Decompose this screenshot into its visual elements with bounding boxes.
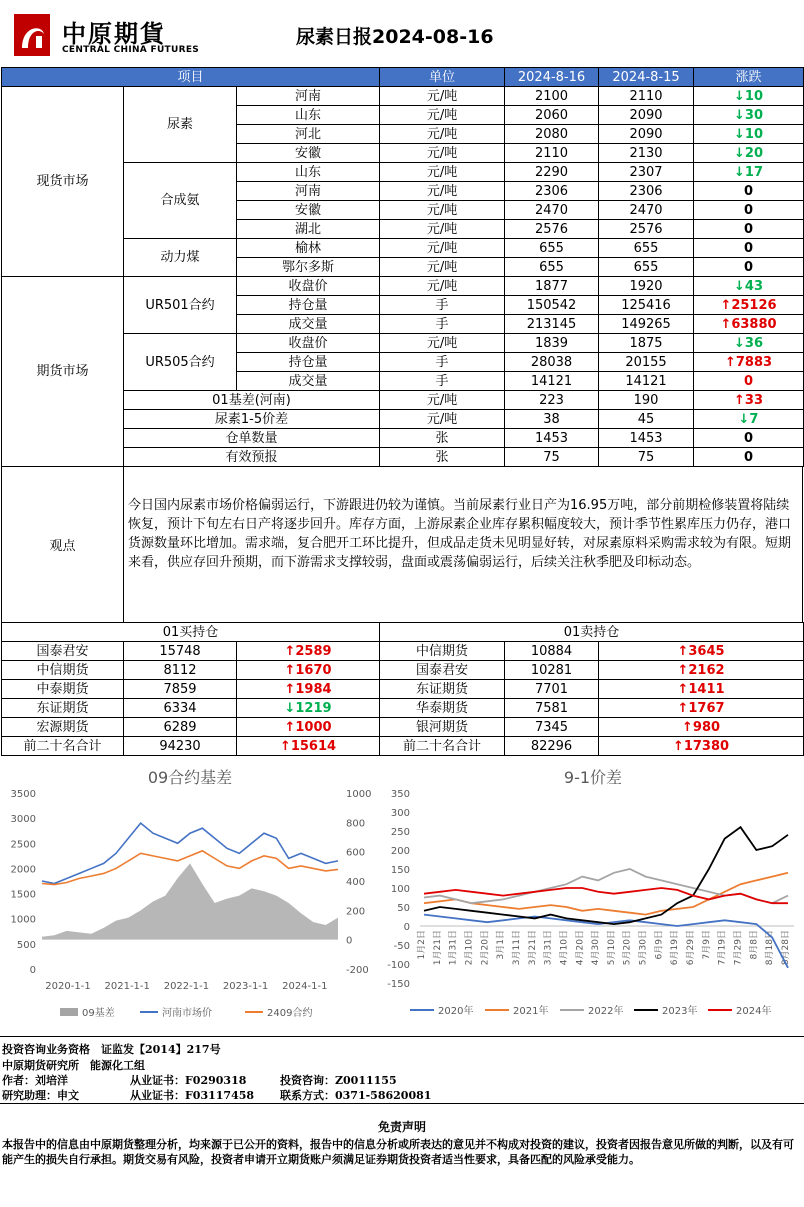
x-tick-label: 7月19日	[717, 930, 728, 966]
x-tick-label: 2020-1-1	[45, 981, 91, 992]
sell-value: 10884	[505, 642, 599, 661]
today-cell: 1453	[505, 429, 599, 448]
y-tick-label: 100	[390, 884, 410, 895]
buy-broker: 中泰期货	[2, 680, 124, 699]
unit-cell: 手	[380, 372, 505, 391]
today-cell: 655	[505, 258, 599, 277]
today-cell: 213145	[505, 315, 599, 334]
region-cell: 鄂尔多斯	[237, 258, 380, 277]
sell-change: ↑1411	[599, 680, 804, 699]
header-unit: 单位	[380, 68, 505, 87]
sell-broker: 中信期货	[380, 642, 505, 661]
cert1-text: 从业证书：F0290318	[130, 1074, 247, 1087]
x-tick-label: 3月21日	[527, 930, 538, 966]
region-cell: 安徽	[237, 201, 380, 220]
prev-cell: 190	[599, 391, 694, 410]
change-cell: 0	[694, 372, 804, 391]
disclaimer-text: 本报告中的信息由中原期货整理分析，均来源于已公开的资料，报告中的信息分析或所表达的意见并不构成对投资的建议，投资者因报告意见所做的判断，以及有可能产生的损失自行承担。期货交易有风险，投资者申请开立期货账户须满足证券期货投资者适当性要求，具备匹配的风险承受能力。	[2, 1138, 794, 1166]
y-left-tick-label: 3500	[10, 789, 36, 800]
unit-cell: 手	[380, 315, 505, 334]
y-right-tick-label: 400	[346, 877, 366, 888]
spread-chart-title: 9-1价差	[563, 768, 623, 787]
y-left-tick-label: 2500	[10, 839, 36, 851]
prev-cell: 45	[599, 410, 694, 429]
today-cell: 2060	[505, 106, 599, 125]
prev-cell: 1920	[599, 277, 694, 296]
unit-cell: 元/吨	[380, 182, 505, 201]
change-cell: ↑7883	[694, 353, 804, 372]
unit-cell: 元/吨	[380, 410, 505, 429]
buy-broker: 国泰君安	[2, 642, 124, 661]
position-table	[1, 622, 804, 756]
change-cell: ↑63880	[694, 315, 804, 334]
unit-cell: 元/吨	[380, 334, 505, 353]
spread-chart-svg	[382, 757, 804, 1029]
y-tick-label: 50	[397, 903, 410, 914]
region-cell: 山东	[237, 106, 380, 125]
x-tick-label: 5月30日	[638, 930, 649, 966]
brand-name-en: CENTRAL CHINA FUTURES	[62, 45, 200, 55]
region-cell: 河北	[237, 125, 380, 144]
header-today: 2024-8-16	[505, 68, 599, 87]
buy-value: 94230	[124, 737, 237, 756]
buy-change: ↓1219	[237, 699, 380, 718]
today-cell: 75	[505, 448, 599, 467]
prev-cell: 2090	[599, 125, 694, 144]
assistant-text: 研究助理：申文	[2, 1089, 79, 1102]
prev-cell: 2090	[599, 106, 694, 125]
buy-value: 15748	[124, 642, 237, 661]
author-info	[0, 1036, 804, 1104]
x-tick-label: 7月9日	[701, 930, 712, 960]
buy-broker: 宏源期货	[2, 718, 124, 737]
prev-cell: 2306	[599, 182, 694, 201]
prev-cell: 1875	[599, 334, 694, 353]
basis-chart-title: 09合约基差	[147, 768, 233, 787]
y-right-tick-label: 200	[346, 906, 366, 918]
today-cell: 38	[505, 410, 599, 429]
unit-cell: 手	[380, 353, 505, 372]
item-cell: 仓单数量	[124, 429, 380, 448]
prev-cell: 655	[599, 258, 694, 277]
table-row	[2, 277, 804, 296]
sell-change: ↑3645	[599, 642, 804, 661]
prev-cell: 2470	[599, 201, 694, 220]
item-cell: 成交量	[237, 372, 380, 391]
y-left-tick-label: 1000	[10, 914, 36, 926]
region-cell: 山东	[237, 163, 380, 182]
y-left-tick-label: 0	[29, 965, 36, 976]
change-cell: ↓43	[694, 277, 804, 296]
legend-label: 2024年	[736, 1006, 772, 1017]
x-tick-label: 4月20日	[575, 930, 586, 966]
y-left-tick-label: 3000	[10, 814, 36, 826]
header-prev: 2024-8-15	[599, 68, 694, 87]
change-cell: 0	[694, 220, 804, 239]
change-cell: 0	[694, 448, 804, 467]
unit-cell: 元/吨	[380, 239, 505, 258]
x-tick-label: 2024-1-1	[282, 981, 328, 992]
position-row	[2, 737, 804, 756]
item-cell: 收盘价	[237, 277, 380, 296]
region-cell: 安徽	[237, 144, 380, 163]
unit-cell: 元/吨	[380, 144, 505, 163]
x-tick-label: 1月2日	[417, 930, 427, 960]
y-left-tick-label: 2000	[10, 864, 36, 876]
spot-market-label: 现货市场	[2, 87, 124, 277]
unit-cell: 元/吨	[380, 277, 505, 296]
prev-cell: 14121	[599, 372, 694, 391]
region-cell: 榆林	[237, 239, 380, 258]
y-tick-label: 0	[403, 922, 410, 933]
y-right-tick-label: 1000	[346, 789, 372, 800]
change-cell: ↓36	[694, 334, 804, 353]
x-tick-label: 1月31日	[448, 930, 459, 966]
change-cell: ↓10	[694, 87, 804, 106]
buy-change: ↑1670	[237, 661, 380, 680]
price-table	[1, 67, 804, 467]
today-cell: 2100	[505, 87, 599, 106]
x-tick-label: 4月10日	[559, 930, 570, 966]
buy-value: 6334	[124, 699, 237, 718]
today-cell: 2306	[505, 182, 599, 201]
change-cell: ↓30	[694, 106, 804, 125]
y-tick-label: 250	[390, 827, 410, 838]
author-text: 作者：刘培洋	[2, 1074, 68, 1087]
prev-cell: 2110	[599, 87, 694, 106]
position-row	[2, 642, 804, 661]
buy-change: ↑2589	[237, 642, 380, 661]
item-cell: 持仓量	[237, 296, 380, 315]
x-tick-label: 4月30日	[591, 930, 602, 966]
today-cell: 2080	[505, 125, 599, 144]
report-header	[0, 0, 804, 67]
today-cell: 2576	[505, 220, 599, 239]
change-cell: 0	[694, 429, 804, 448]
header-item: 项目	[2, 68, 380, 87]
y-right-tick-label: 600	[346, 847, 366, 859]
prev-cell: 75	[599, 448, 694, 467]
unit-cell: 元/吨	[380, 201, 505, 220]
unit-cell: 元/吨	[380, 106, 505, 125]
unit-cell: 元/吨	[380, 220, 505, 239]
prev-cell: 125416	[599, 296, 694, 315]
item-cell: 收盘价	[237, 334, 380, 353]
region-cell: 河南	[237, 182, 380, 201]
prev-cell: 2307	[599, 163, 694, 182]
sell-value: 10281	[505, 661, 599, 680]
contract-label: UR501合约	[124, 277, 237, 334]
table-header-row	[2, 68, 804, 87]
region-cell: 河南	[237, 87, 380, 106]
futures-market-label: 期货市场	[2, 277, 124, 467]
change-cell: ↑33	[694, 391, 804, 410]
position-row	[2, 661, 804, 680]
sell-value: 7701	[505, 680, 599, 699]
legend-label: 2021年	[513, 1006, 549, 1017]
y-tick-label: 200	[390, 846, 410, 857]
legend-label: 2409合约	[267, 1008, 313, 1019]
sell-change: ↑17380	[599, 737, 804, 756]
header-change: 涨跌	[694, 68, 804, 87]
x-tick-label: 2021-1-1	[104, 981, 150, 992]
product-label: 合成氨	[124, 163, 237, 239]
view-label: 观点	[2, 466, 124, 622]
unit-cell: 元/吨	[380, 87, 505, 106]
position-row	[2, 718, 804, 737]
buy-value: 7859	[124, 680, 237, 699]
x-tick-label: 2022-1-1	[163, 981, 210, 992]
today-cell: 150542	[505, 296, 599, 315]
x-tick-label: 7月29日	[733, 930, 744, 966]
buy-change: ↑1984	[237, 680, 380, 699]
unit-cell: 手	[380, 296, 505, 315]
item-cell: 01基差(河南)	[124, 391, 380, 410]
change-cell: ↓17	[694, 163, 804, 182]
x-tick-label: 5月20日	[622, 930, 633, 966]
license-text: 投资咨询业务资格 证监发【2014】217号	[2, 1043, 221, 1056]
position-row	[2, 699, 804, 718]
prev-cell: 1453	[599, 429, 694, 448]
today-cell: 1877	[505, 277, 599, 296]
today-cell: 2470	[505, 201, 599, 220]
prev-cell: 2576	[599, 220, 694, 239]
product-label: 尿素	[124, 87, 237, 163]
x-tick-label: 8月8日	[749, 930, 760, 960]
today-cell: 1839	[505, 334, 599, 353]
x-tick-label: 8月28日	[781, 930, 791, 966]
legend-label: 河南市场价	[162, 1008, 212, 1019]
buy-broker: 东证期货	[2, 699, 124, 718]
x-tick-label: 2月20日	[480, 930, 491, 966]
sell-broker: 华泰期货	[380, 699, 505, 718]
buy-broker: 前二十名合计	[2, 737, 124, 756]
sell-change: ↑980	[599, 718, 804, 737]
cert2-text: 从业证书：F03117458	[130, 1089, 255, 1102]
y-right-tick-label: 800	[346, 818, 366, 830]
unit-cell: 元/吨	[380, 125, 505, 144]
position-row	[2, 680, 804, 699]
view-text: 今日国内尿素市场价格偏弱运行，下游跟进仍较为谨慎。当前尿素行业日产为16.95万吨，部分前期检修装置将陆续恢复，预计下旬左右日产将逐步回升。库存方面，上游尿素企业库存累积幅度较大，预计季节性累库压力仍存，港口货源数量环比增加。需求端，复合肥开工环比提升，但成品走货未见明显好转，对尿素原料采购需求较为有限。短期来看，供应存回升预期，而下游需求支撑较弱，盘面或震荡偏弱运行，后续关注秋季肥及印标动态。	[128, 498, 792, 570]
y-tick-label: -50	[393, 941, 410, 952]
basis-chart-svg	[0, 757, 380, 1029]
prev-cell: 655	[599, 239, 694, 258]
buy-value: 6289	[124, 718, 237, 737]
x-tick-label: 3月11日	[511, 930, 522, 966]
unit-cell: 元/吨	[380, 391, 505, 410]
today-cell: 655	[505, 239, 599, 258]
change-cell: 0	[694, 258, 804, 277]
position-header-row	[2, 623, 804, 642]
unit-cell: 元/吨	[380, 258, 505, 277]
x-tick-label: 8月18日	[765, 930, 776, 966]
legend-swatch	[60, 1008, 78, 1016]
y-tick-label: -100	[387, 960, 410, 971]
buy-change: ↑1000	[237, 718, 380, 737]
change-cell: ↓20	[694, 144, 804, 163]
buy-change: ↑15614	[237, 737, 380, 756]
y-right-tick-label: -200	[346, 965, 369, 976]
unit-cell: 张	[380, 429, 505, 448]
buy-value: 8112	[124, 661, 237, 680]
series-area-0	[42, 863, 338, 939]
y-tick-label: -150	[387, 979, 410, 990]
change-cell: 0	[694, 201, 804, 220]
disclaimer	[0, 1118, 804, 1167]
view-section	[1, 466, 803, 623]
buy-broker: 中信期货	[2, 661, 124, 680]
region-cell: 湖北	[237, 220, 380, 239]
x-tick-label: 5月10日	[606, 930, 617, 966]
y-tick-label: 350	[390, 789, 410, 800]
y-tick-label: 300	[390, 808, 410, 819]
y-left-tick-label: 500	[16, 939, 36, 951]
buy-title: 01买持仓	[2, 623, 380, 642]
unit-cell: 张	[380, 448, 505, 467]
change-cell: 0	[694, 239, 804, 258]
unit-cell: 元/吨	[380, 163, 505, 182]
page-title: 尿素日报2024-08-16	[296, 26, 494, 48]
change-cell: ↓10	[694, 125, 804, 144]
legend-label: 09基差	[82, 1008, 115, 1019]
contract-label: UR505合约	[124, 334, 237, 391]
company-logo-icon	[14, 14, 50, 56]
sell-change: ↑1767	[599, 699, 804, 718]
x-tick-label: 3月31日	[543, 930, 554, 966]
item-cell: 持仓量	[237, 353, 380, 372]
prev-cell: 2130	[599, 144, 694, 163]
legend-label: 2020年	[438, 1006, 474, 1017]
prev-cell: 149265	[599, 315, 694, 334]
series-line-4	[424, 888, 788, 903]
change-cell: ↓7	[694, 410, 804, 429]
advisory-text: 投资咨询：Z0011155	[280, 1074, 397, 1087]
series-line-2	[424, 869, 788, 903]
x-tick-label: 2月10日	[464, 930, 475, 966]
today-cell: 223	[505, 391, 599, 410]
sell-change: ↑2162	[599, 661, 804, 680]
today-cell: 2110	[505, 144, 599, 163]
item-cell: 尿素1-5价差	[124, 410, 380, 429]
sell-title: 01卖持仓	[380, 623, 804, 642]
disclaimer-title: 免责声明	[377, 1120, 426, 1134]
legend-label: 2022年	[588, 1006, 624, 1017]
sell-value: 82296	[505, 737, 599, 756]
y-right-tick-label: 0	[346, 935, 353, 947]
sell-broker: 东证期货	[380, 680, 505, 699]
sell-broker: 国泰君安	[380, 661, 505, 680]
x-tick-label: 3月1日	[496, 930, 507, 960]
change-cell: ↑25126	[694, 296, 804, 315]
basis-chart	[0, 757, 380, 1029]
prev-cell: 20155	[599, 353, 694, 372]
x-tick-label: 2023-1-1	[222, 981, 269, 992]
today-cell: 14121	[505, 372, 599, 391]
item-cell: 成交量	[237, 315, 380, 334]
brand-name-cn: 中原期貨	[62, 19, 166, 48]
change-cell: 0	[694, 182, 804, 201]
x-tick-label: 6月19日	[670, 930, 681, 966]
y-tick-label: 150	[390, 865, 410, 876]
sell-value: 7581	[505, 699, 599, 718]
item-cell: 有效预报	[124, 448, 380, 467]
spread-chart	[382, 757, 804, 1029]
today-cell: 2290	[505, 163, 599, 182]
y-left-tick-label: 1500	[10, 889, 36, 901]
product-label: 动力煤	[124, 239, 237, 277]
contact-text: 联系方式：0371-58620081	[280, 1089, 432, 1102]
dept-text: 中原期货研究所 能源化工组	[2, 1059, 145, 1072]
x-tick-label: 1月21日	[432, 930, 443, 966]
sell-broker: 前二十名合计	[380, 737, 505, 756]
legend-label: 2023年	[662, 1006, 698, 1017]
x-tick-label: 6月9日	[654, 930, 665, 960]
x-tick-label: 6月29日	[686, 930, 697, 966]
table-row	[2, 87, 804, 106]
today-cell: 28038	[505, 353, 599, 372]
sell-broker: 银河期货	[380, 718, 505, 737]
sell-value: 7345	[505, 718, 599, 737]
